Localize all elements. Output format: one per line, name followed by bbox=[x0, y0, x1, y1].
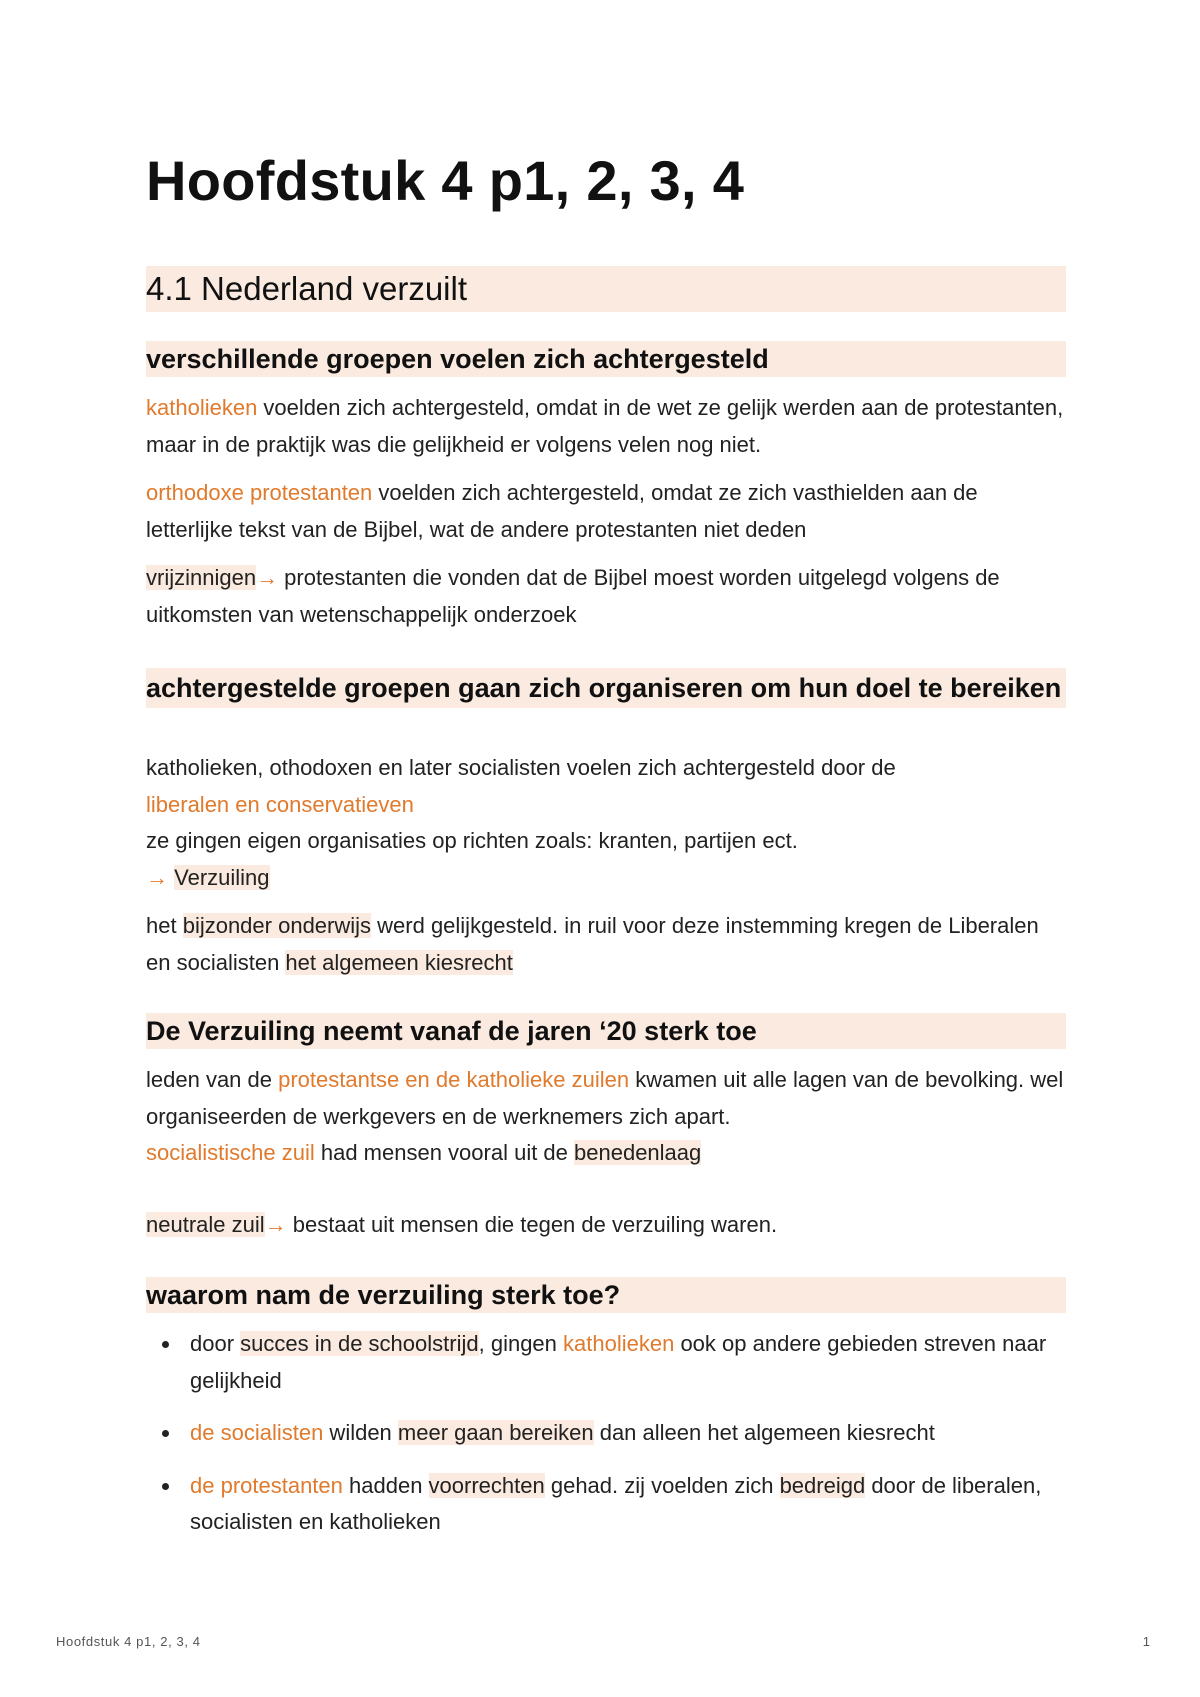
paragraph-text: protestanten die vonden dat de Bijbel moest worden uitgelegd volgens de uitkomsten van wetenschappelijk onderzoek bbox=[146, 565, 1000, 627]
arrow-icon: → bbox=[264, 1212, 287, 1237]
paragraph-text: ook op andere gebieden streven naar gelijkheid bbox=[190, 1331, 1047, 1393]
bullet-icon bbox=[162, 1341, 169, 1348]
footer-page-number: 1 bbox=[1142, 1634, 1150, 1649]
paragraph-text: kwamen uit alle lagen van de bevolking. wel organiseerden de werkgevers en de werknemers zich apart. bbox=[146, 1067, 1064, 1129]
term-protestantse-katholieke-zuilen: protestantse en de katholieke zuilen bbox=[278, 1067, 630, 1092]
list-item bbox=[146, 1468, 1066, 1541]
term-orthodoxe-protestanten: orthodoxe protestanten bbox=[146, 480, 373, 505]
paragraph-zuilen bbox=[146, 1062, 1066, 1172]
bullet-icon bbox=[162, 1483, 169, 1490]
paragraph-text: voelden zich achtergesteld, omdat ze zich vasthielden aan de letterlijke tekst van de Bijbel, wat de andere protestanten niet deden bbox=[146, 480, 978, 542]
list-item bbox=[146, 1326, 1066, 1399]
highlight-algemeen-kiesrecht: het algemeen kiesrecht bbox=[285, 949, 513, 975]
bullet-icon bbox=[162, 1430, 169, 1437]
paragraph-text: door bbox=[190, 1331, 241, 1356]
section-heading-4-1: 4.1 Nederland verzuilt bbox=[146, 266, 1066, 312]
term-verzuiling: Verzuiling bbox=[174, 864, 270, 890]
highlight-bijzonder-onderwijs: bijzonder onderwijs bbox=[182, 913, 372, 938]
term-protestanten: de protestanten bbox=[190, 1472, 343, 1498]
paragraph-text: hadden bbox=[342, 1472, 429, 1498]
term-katholieken: katholieken bbox=[563, 1331, 675, 1356]
paragraph-text: leden van de bbox=[146, 1067, 279, 1092]
term-katholieken: katholieken bbox=[146, 395, 258, 420]
paragraph-text: gehad. zij voelden zich bbox=[544, 1472, 780, 1498]
highlight-voorrechten: voorrechten bbox=[428, 1472, 545, 1498]
paragraph-text: voelden zich achtergesteld, omdat in de wet ze gelijk werden aan de protestanten, maar in de praktijk was die gelijkheid er volgens velen nog niet. bbox=[146, 395, 1064, 457]
highlight-schoolstrijd: succes in de schoolstrijd bbox=[240, 1331, 479, 1356]
paragraph-katholieken bbox=[146, 390, 1066, 463]
bullet-list-reasons bbox=[146, 1326, 1066, 1557]
paragraph-text: werd gelijkgesteld. in ruil voor deze instemming kregen de Liberalen en socialisten bbox=[146, 913, 1039, 975]
term-socialistische-zuil: socialistische zuil bbox=[146, 1140, 315, 1165]
list-item bbox=[146, 1415, 1066, 1452]
footer-document-title: Hoofdstuk 4 p1, 2, 3, 4 bbox=[56, 1634, 201, 1649]
paragraph-bijzonder-onderwijs bbox=[146, 908, 1066, 981]
term-liberalen-conservatieven: liberalen en conservatieven bbox=[146, 791, 414, 817]
paragraph-text: door de liberalen, socialisten en katholieken bbox=[190, 1472, 1042, 1534]
arrow-icon: → bbox=[146, 864, 168, 890]
subheading-waarom-verzuiling: waarom nam de verzuiling sterk toe? bbox=[146, 1277, 1066, 1313]
subheading-verzuiling-toe: De Verzuiling neemt vanaf de jaren ‘20 sterk toe bbox=[146, 1013, 1066, 1049]
page-title: Hoofdstuk 4 p1, 2, 3, 4 bbox=[146, 149, 745, 212]
subheading-groepen-achtergesteld: verschillende groepen voelen zich achtergesteld bbox=[146, 341, 1066, 377]
subheading-groepen-organiseren: achtergestelde groepen gaan zich organiseren om hun doel te bereiken bbox=[146, 668, 1066, 708]
highlight-benedenlaag: benedenlaag bbox=[574, 1140, 702, 1165]
paragraph-vrijzinnigen bbox=[146, 560, 1066, 633]
term-socialisten: de socialisten bbox=[190, 1420, 324, 1445]
paragraph-text: , gingen bbox=[478, 1331, 564, 1356]
arrow-icon: → bbox=[256, 565, 279, 590]
paragraph-text: ze gingen eigen organisaties op richten zoals: kranten, partijen ect. bbox=[146, 828, 798, 853]
highlight-meer-bereiken: meer gaan bereiken bbox=[397, 1420, 594, 1445]
paragraph-orthodoxe-protestanten bbox=[146, 475, 1066, 548]
paragraph-text: katholieken, othodoxen en later socialisten voelen zich achtergesteld door de bbox=[146, 755, 896, 780]
paragraph-achtergesteld-door bbox=[146, 750, 1066, 896]
paragraph-text: wilden bbox=[323, 1420, 398, 1445]
term-vrijzinnigen: vrijzinnigen bbox=[146, 565, 257, 590]
highlight-neutrale-zuil: neutrale zuil bbox=[146, 1212, 265, 1237]
paragraph-text: had mensen vooral uit de bbox=[314, 1140, 575, 1165]
paragraph-text: dan alleen het algemeen kiesrecht bbox=[593, 1420, 935, 1445]
paragraph-neutrale-zuil bbox=[146, 1207, 1066, 1244]
paragraph-text: het bbox=[146, 913, 183, 938]
paragraph-text: bestaat uit mensen die tegen de verzuiling waren. bbox=[286, 1212, 778, 1237]
highlight-bedreigd: bedreigd bbox=[779, 1472, 866, 1498]
